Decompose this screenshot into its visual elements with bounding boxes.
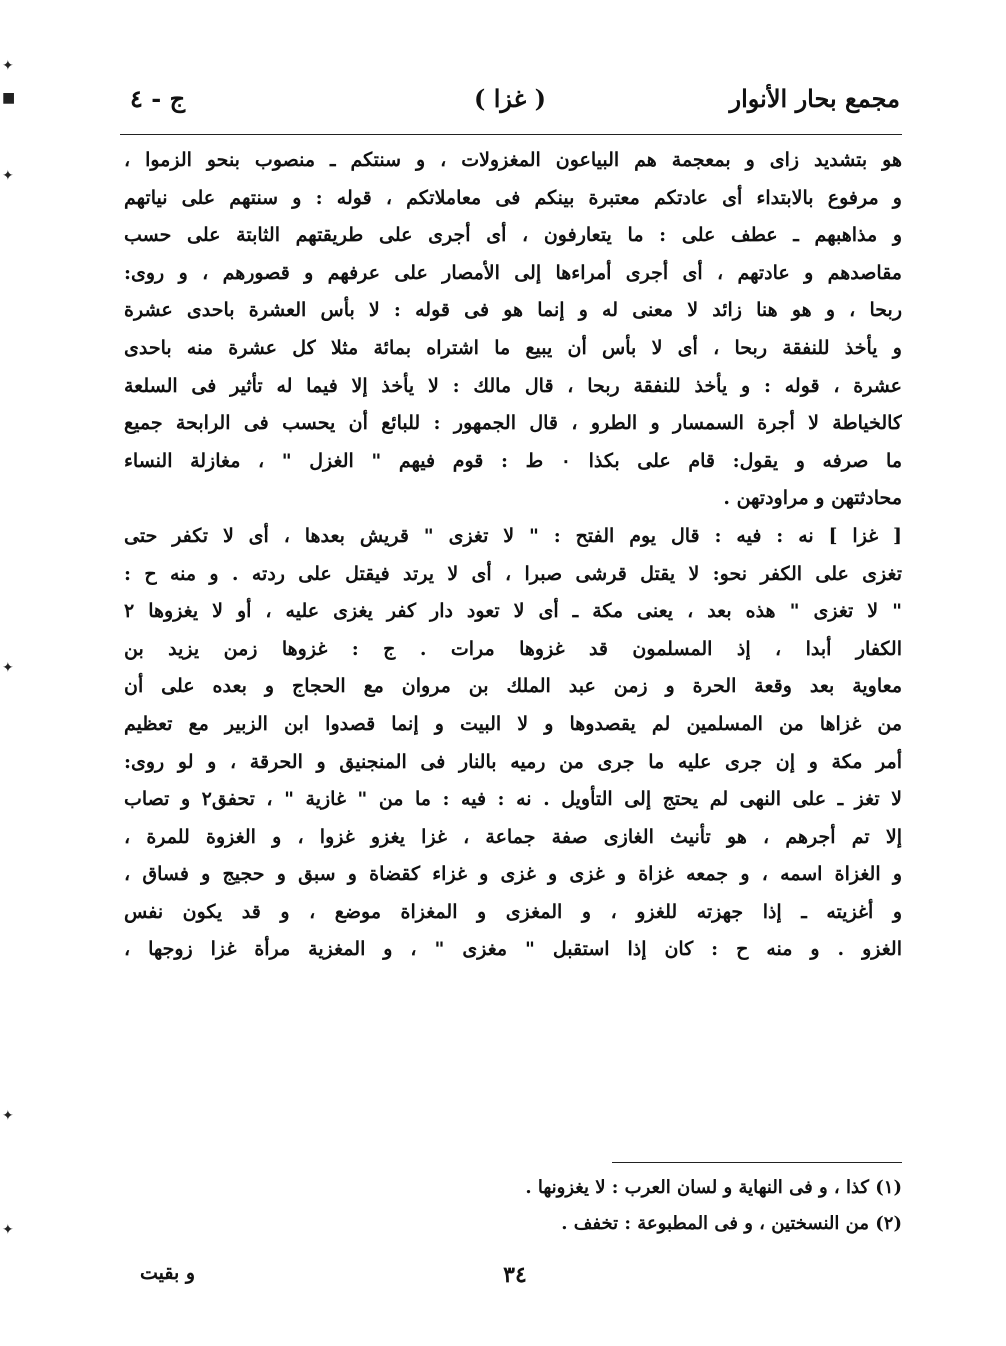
margin-mark-icon: ✦ [2,660,14,676]
catchword: و بقيت [140,1262,196,1284]
main-text [124,142,902,969]
footnotes [402,1170,902,1242]
text-line: و مرفوع بالابتداء أى عادتكم معتبرة بينكم فى معاملاتكم ، قوله : و سنتهم على نياتهم [124,186,902,209]
text-line: هو بتشديد زاى و بمعجمة هم البياعون المغزولات ، و سنتكم ـ منصوب بنحو الزموا ، [124,149,902,171]
text-line: و الغزاة اسمه ، و جمعه غزاة و غزى و غزى و غزاء كقضاة و سبق و حجيج و فساق ، [124,863,902,886]
text-line: أمر مكة و إن جرى عليه ما جرى من رميه بالنار فى المنجنيق و الحرقة ، و لو روى: [124,750,902,773]
text-line: إلا تم أجرهم ، هو تأنيث الغازى صفة جماعة ، غزا يغزو غزوا ، و الغزوة للمرة ، [124,825,902,848]
header-divider [120,134,902,135]
text-line: من غزاها من المسلمين لم يقصدوها و لا البيت و إنما قصدوا ابن الزبير مع تعظيم [124,712,902,735]
volume-label: ج - ٤ [130,84,186,113]
text-line: الغزو . و منه ح : كان إذا استقبل " مغزى " ، و المغزية مرأة غزا زوجها ، [124,938,902,961]
margin-mark-icon: ■ [2,90,16,106]
margin-mark-icon: ✦ [2,58,14,74]
margin-mark-icon: ✦ [2,1222,14,1238]
page-number: ٣٤ [503,1262,527,1288]
text-line: ربحا ، و هو هنا زائد لا معنى له و إنما هو فى قوله : لا بأس العشرة باحدى عشرة [124,299,902,322]
text-line: ما صرفه و يقول: قام على بكذا ٠ ط : قوم فيهم " الغزل " ، مغازلة النساء [124,449,902,472]
footnote-divider [612,1162,902,1163]
entry-heading: ( غزا ) [474,84,546,113]
text-line: محادثتهن و مراودتهن . [723,487,902,510]
margin-mark-icon: ✦ [2,168,14,184]
text-line: مقاصدهم و عادتهم ، أى أجرى أمراءها إلى الأمصار على عرفهم و قصورهم ، و روى: [124,261,902,284]
text-line: معاوية بعد وقعة الحرة و زمن عبد الملك بن مروان مع الحجاج و بعده على أن [124,675,902,698]
text-line: عشرة ، قوله : و يأخذ للنفقة ربحا ، قال مالك : لا يأخذ إلا فيما له تأثير فى السلعة [124,374,902,397]
book-title: مجمع بحار الأنوار [729,84,900,113]
text-line: [ غزا ] نه : فيه : قال يوم الفتح : " لا تغزى " قريش بعدها ، أى لا تكفر حتى [124,524,902,547]
margin-mark-icon: ✦ [2,1108,14,1124]
text-line: و أغزيته ـ إذا جهزته للغزو ، و المغزى و المغزاة موضع ، و قد يكون نفس [124,900,902,923]
text-line: لا تغز ـ على النهى لم يحتج إلى التأويل . نه : فيه : ما من " غازية " ، تحفق٢ و تصاب [124,788,902,811]
footnote: (١) كذا ، و فى النهاية و لسان العرب : لا يغزونها . [525,1177,902,1198]
text-line: كالخياطة لا أجرة السمسار و الطرو ، قال الجمهور : للبائع أن يحسب فى الرابحة جميع [124,412,902,435]
text-line: " لا تغزى " هذه بعد ، يعنى مكة ـ أى لا تعود دار كفر يغزى عليه ، أو لا يغزوها ٢ [124,600,902,623]
text-line: الكفار أبدا ، إذ المسلمون قد غزوها مرات . ج : غزوها زمن يزيد بن [124,637,902,660]
text-line: و يأخذ للنفقة ربحا ، أى لا بأس أن يبيع ما اشتراه بمائة مثلا كل عشرة منه باحدى [124,336,902,359]
text-line: تغزى على الكفر نحو: لا يقتل قرشى صبرا ، أى لا يرتد فيقتل على ردته . و منه ح : [124,562,902,585]
text-line: و مذاهبهم ـ عطف على : ما يتعارفون ، أى أجرى على طريقتهم الثابتة على حسب [124,224,902,247]
footnote: (٢) من النسختين ، و فى المطبوعة : تخفف . [561,1213,902,1234]
running-header [120,84,900,124]
